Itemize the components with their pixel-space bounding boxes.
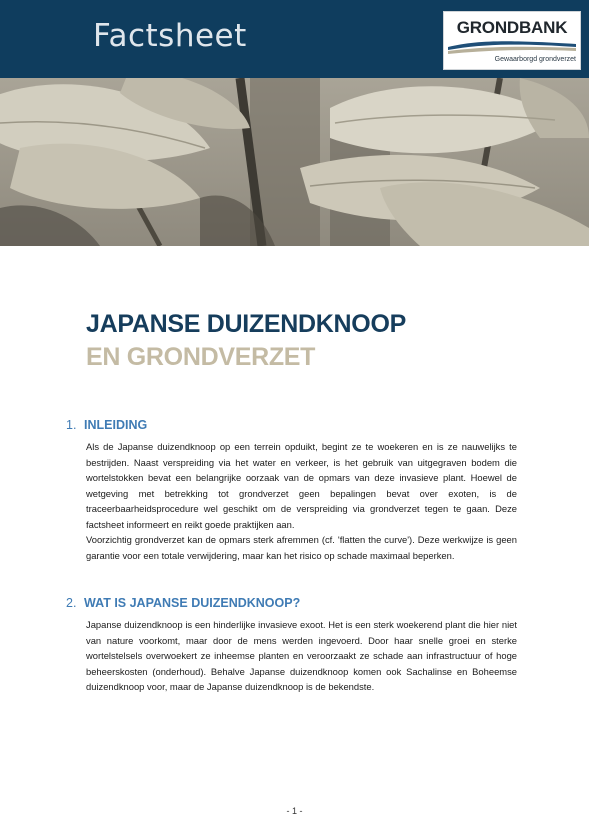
logo-wordmark: GRONDBANK	[456, 18, 568, 37]
knotweed-leaves-image	[0, 78, 589, 246]
header-title: Factsheet	[93, 18, 247, 54]
header-band	[0, 0, 589, 78]
paragraph: Japanse duizendknoop is een hinderlijke invasieve exoot. Het is een sterk woekerend plant die hier niet van nature voorkomt, maar door de mens werden ingevoerd. Door haar snelle groei en sterke wortelstelsels overwoekert ze inheemse planten en veroorzaakt ze schade aan infrastructuur of hoge beheerskosten (onderhoud). Behalve Japanse duizendknoop komen ook Sachalinse en Boheemse duizendknoop voor, maar de Japanse duizendknoop is de bekendste.	[86, 619, 517, 693]
section-number: 1.	[66, 418, 77, 432]
paragraph: Als de Japanse duizendknoop op een terrein opduikt, begint ze te woekeren en is ze nauwelijks te bestrijden. Naast verspreiding via het water en verkeer, is het gebruik van uitgegraven bodem die wortelstokken bevat een belangrijke oorzaak van de opmars van deze invasieve plant. Hoewel de wetgeving met betrekking tot grondverzet geen bepalingen bevat over exoten, is de traceerbaarheidsprocedure wel geschikt om de verspreiding via grondverzet tegen te gaan. Deze factsheet informeert en reikt goede praktijken aan.	[86, 441, 517, 530]
grondbank-logo	[443, 11, 581, 70]
page-number: - 1 -	[286, 806, 303, 816]
logo-tagline: Gewaarborgd grondverzet	[494, 56, 576, 63]
section-heading-text: WAT IS JAPANSE DUIZENDKNOOP?	[84, 596, 301, 610]
logo-wave-icon	[448, 38, 576, 56]
document-title-line-1: JAPANSE DUIZENDKNOOP	[86, 310, 406, 338]
section-number: 2.	[66, 596, 77, 610]
cover-photo	[0, 78, 589, 246]
section-heading-inleiding	[66, 418, 147, 432]
paragraph: Voorzichtig grondverzet kan de opmars sterk afremmen (cf. 'flatten the curve'). Deze werkwijze is geen garantie voor een totale verwijdering, maar kan het risico op schade maximaal beperken.	[86, 534, 517, 561]
section-heading-wat-is	[66, 596, 300, 610]
document-title-line-2: EN GRONDVERZET	[86, 343, 316, 371]
section-heading-text: INLEIDING	[84, 418, 148, 432]
